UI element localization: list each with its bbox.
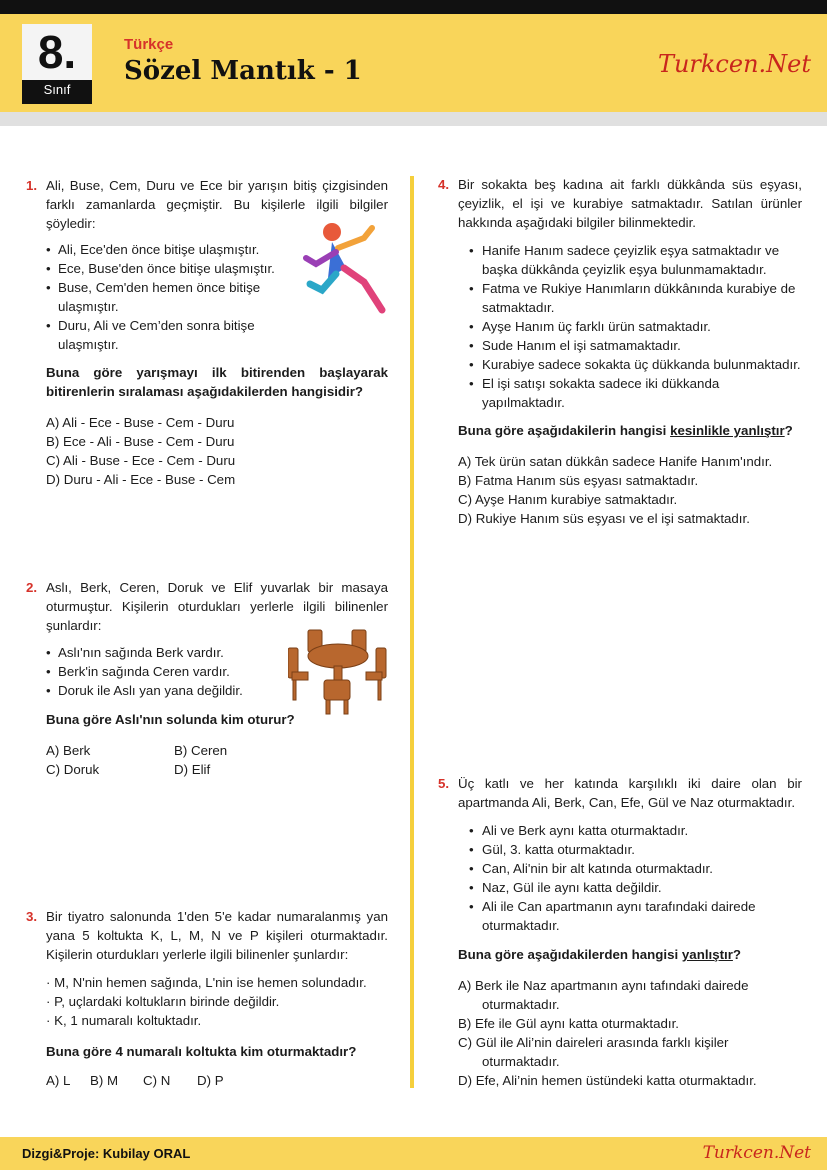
info-list: [458, 821, 778, 935]
page-title: Sözel Mantık - 1: [124, 56, 362, 86]
top-black-bar: [0, 0, 827, 14]
option-c[interactable]: C) N: [143, 1073, 171, 1088]
option-d[interactable]: D) Elif: [174, 762, 211, 777]
option-a[interactable]: A) Berk ile Naz apartmanın aynı tafındaki dairede oturmaktadır.: [458, 978, 749, 1012]
info-list: [46, 240, 306, 354]
option-c[interactable]: C) Gül ile Ali’nin daireleri arasında farklı kişiler oturmaktadır.: [458, 1035, 729, 1069]
question-5: [438, 774, 802, 1090]
question-prompt: Buna göre Aslı'nın solunda kim oturur?: [46, 712, 295, 727]
list-item: • Ali, Ece'den önce bitişe ulaşmıştır.: [46, 240, 306, 259]
option-d[interactable]: D) P: [197, 1073, 224, 1088]
info-list: [46, 973, 388, 1030]
grade-badge: [22, 24, 92, 104]
question-stem: Bir sokakta beş kadına ait farklı dükkânda süs eşyası, çeyizlik, el işi ve kurabiye satmaktadır. Satılan ürünler hakkında aşağıdaki bilgiler bilinmektedir.: [458, 177, 802, 230]
page-header: [0, 14, 827, 112]
list-item: • Hanife Hanım sadece çeyizlik eşya satmaktadır ve başka dükkânda çeyizlik eşya bulunmamaktadır.: [458, 241, 802, 279]
option-c[interactable]: C) Ayşe Hanım kurabiye satmaktadır.: [458, 492, 678, 507]
options: [46, 741, 388, 779]
list-item: • Fatma ve Rukiye Hanımların dükkânında kurabiye de satmaktadır.: [458, 279, 802, 317]
prompt-end: ?: [732, 947, 742, 962]
list-item: • Aslı'nın sağında Berk vardır.: [46, 643, 286, 662]
option-b[interactable]: B) Fatma Hanım süs eşyası satmaktadır.: [458, 473, 699, 488]
grade-number: 8.: [22, 24, 92, 80]
list-item: · P, uçlardaki koltukların birinde değildir.: [46, 994, 280, 1009]
option-c[interactable]: C) Doruk: [46, 762, 100, 777]
prompt-end: ?: [784, 423, 793, 438]
list-item: • Buse, Cem'den hemen önce bitişe ulaşmıştır.: [46, 278, 306, 316]
option-a[interactable]: A) Berk: [46, 743, 91, 758]
options: [46, 1071, 388, 1090]
question-3: [26, 907, 388, 1090]
list-item: • Sude Hanım el işi satmamaktadır.: [458, 336, 802, 355]
question-prompt: [458, 945, 802, 964]
option-a[interactable]: A) L: [46, 1073, 71, 1088]
prompt-text: Buna göre aşağıdakilerin hangisi: [458, 423, 671, 438]
footer-brand-logo: Turkcen.Net: [702, 1143, 811, 1163]
list-item: • Berk'in sağında Ceren vardır.: [46, 662, 286, 681]
list-item: • Duru, Ali ve Cem’den sonra bitişe ulaşmıştır.: [46, 316, 306, 354]
subject-label: Türkçe: [124, 36, 174, 53]
info-list: [46, 643, 286, 700]
option-b[interactable]: B) M: [90, 1073, 119, 1088]
brand-logo: Turkcen.Net: [657, 50, 811, 78]
grade-label: Sınıf: [43, 82, 71, 97]
option-b[interactable]: B) Ceren: [174, 743, 228, 758]
question-stem: Bir tiyatro salonunda 1'den 5'e kadar numaralanmış yan yana 5 koltukta K, L, M, N ve P kişileri oturmaktadır. Kişilerin oturdukları yerlerle ilgili bilinenler şunlardır:: [46, 909, 388, 962]
option-b[interactable]: B) Efe ile Gül aynı katta oturmaktadır.: [458, 1016, 679, 1031]
list-item: • Ayşe Hanım üç farklı ürün satmaktadır.: [458, 317, 802, 336]
option-a[interactable]: A) Ali - Ece - Buse - Cem - Duru: [46, 415, 235, 430]
options: [458, 976, 788, 1090]
prompt-emphasis: kesinlikle yanlıştır: [670, 423, 785, 438]
options: [46, 413, 388, 489]
option-c[interactable]: C) Ali - Buse - Ece - Cem - Duru: [46, 453, 236, 468]
question-number: 2.: [26, 580, 38, 595]
list-item: • Gül, 3. katta oturmaktadır.: [458, 840, 778, 859]
info-list: [458, 241, 802, 412]
question-prompt: Buna göre yarışmayı ilk bitirenden başlayarak bitirenlerin sıralaması aşağıdakilerden hangisidir?: [46, 365, 388, 399]
prompt-text: Buna göre aşağıdakilerden hangisi: [458, 947, 682, 962]
question-stem: Ali, Buse, Cem, Duru ve Ece bir yarışın bitiş çizgisinden farklı zamanlarda geçmiştir. Bu kişilerle ilgili bilgiler şöyledir:: [46, 178, 388, 231]
list-item: • Kurabiye sadece sokakta üç dükkanda bulunmaktadır.: [458, 355, 802, 374]
list-item: • Can, Ali'nin bir alt katında oturmaktadır.: [458, 859, 778, 878]
question-prompt: Buna göre 4 numaralı koltukta kim oturmaktadır?: [46, 1044, 357, 1059]
question-4: [438, 175, 802, 528]
option-b[interactable]: B) Ece - Ali - Buse - Cem - Duru: [46, 434, 235, 449]
column-divider: [410, 176, 414, 1088]
question-stem: Üç katlı ve her katında karşılıklı iki daire olan bir apartmanda Ali, Berk, Can, Efe, Gül ve Naz oturmaktadır.: [458, 776, 802, 810]
page-footer: [0, 1137, 827, 1170]
list-item: • El işi satışı sokakta sadece iki dükkanda yapılmaktadır.: [458, 374, 802, 412]
table-chairs-illustration: [288, 628, 388, 716]
list-item: • Ece, Buse'den önce bitişe ulaşmıştır.: [46, 259, 306, 278]
list-item: • Ali ile Can apartmanın aynı tarafındaki dairede oturmaktadır.: [458, 897, 778, 935]
question-number: 3.: [26, 909, 38, 924]
list-item: · K, 1 numaralı koltuktadır.: [46, 1013, 202, 1028]
question-number: 4.: [438, 177, 450, 192]
question-number: 5.: [438, 776, 450, 791]
footer-credit: Dizgi&Proje: Kubilay ORAL: [22, 1146, 191, 1161]
question-number: 1.: [26, 178, 38, 193]
list-item: • Ali ve Berk aynı katta oturmaktadır.: [458, 821, 778, 840]
list-item: · M, N'nin hemen sağında, L'nin ise hemen solundadır.: [46, 975, 367, 990]
option-d[interactable]: D) Rukiye Hanım süs eşyası ve el işi satmaktadır.: [458, 511, 750, 526]
question-prompt: [458, 421, 802, 440]
prompt-emphasis: yanlıştır: [681, 947, 733, 962]
option-a[interactable]: A) Tek ürün satan dükkân sadece Hanife Hanım'ındır.: [458, 454, 773, 469]
question-stem: Aslı, Berk, Ceren, Doruk ve Elif yuvarlak bir masaya oturmuştur. Kişilerin oturdukları yerlerle ilgili bilinenler şunlardır:: [46, 580, 388, 633]
runner-illustration: [302, 218, 390, 316]
list-item: • Doruk ile Aslı yan yana değildir.: [46, 681, 286, 700]
list-item: • Naz, Gül ile aynı katta değildir.: [458, 878, 778, 897]
header-gray-band: [0, 112, 827, 126]
options: [458, 452, 802, 528]
option-d[interactable]: D) Efe, Ali’nin hemen üstündeki katta oturmaktadır.: [458, 1073, 757, 1088]
option-d[interactable]: D) Duru - Ali - Ece - Buse - Cem: [46, 472, 236, 487]
